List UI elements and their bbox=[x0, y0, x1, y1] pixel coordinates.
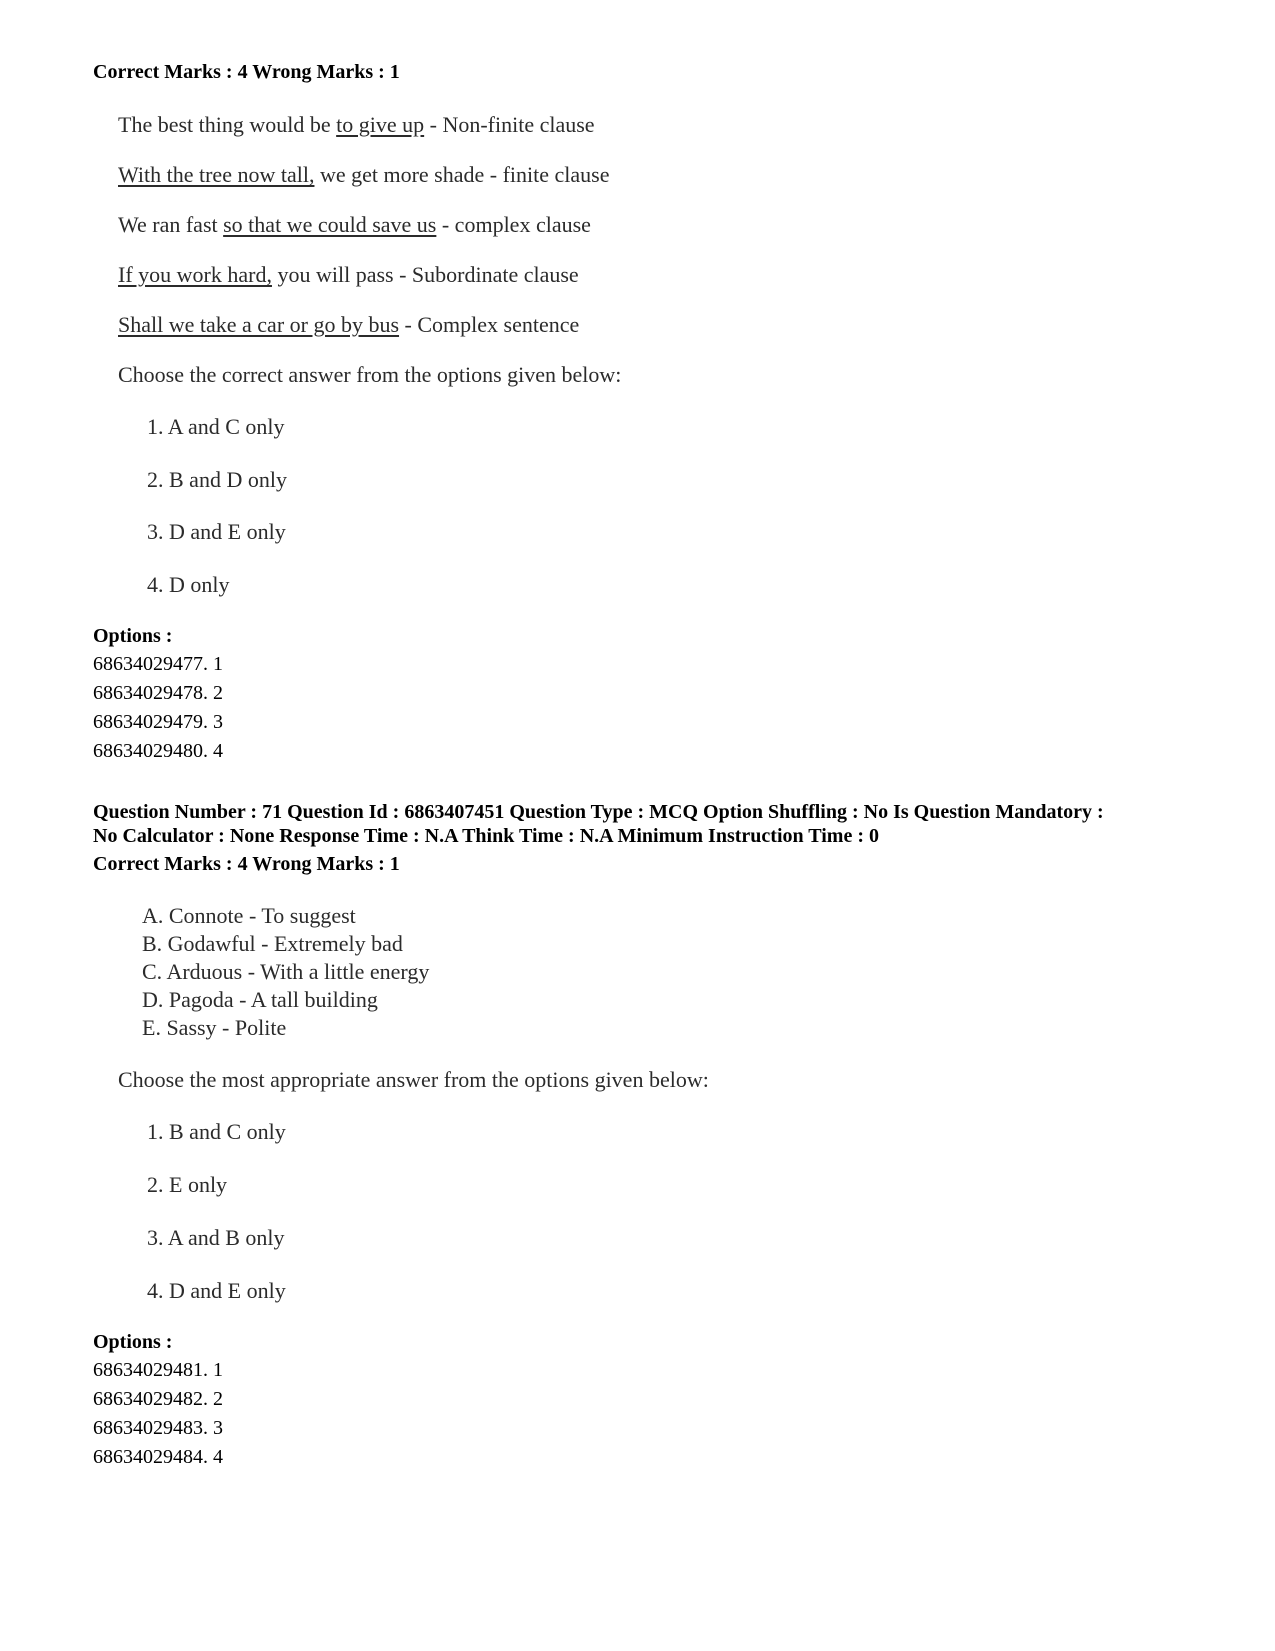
option-id: 68634029484. 4 bbox=[93, 1446, 223, 1468]
statement-a bbox=[118, 112, 595, 138]
option-id: 68634029479. 3 bbox=[93, 711, 223, 733]
options-label: Options : bbox=[93, 1331, 173, 1353]
list-item-d: D. Pagoda - A tall building bbox=[142, 987, 378, 1012]
option-id: 68634029482. 2 bbox=[93, 1388, 223, 1410]
answer-choice-4: 4. D and E only bbox=[147, 1278, 286, 1303]
statement-post: we get more shade - finite clause bbox=[314, 162, 610, 187]
list-item-e: E. Sassy - Polite bbox=[142, 1015, 287, 1040]
statement-post: you will pass - Subordinate clause bbox=[271, 262, 579, 287]
question-header-line-1: Question Number : 71 Question Id : 6863407451 Question Type : MCQ Option Shuffling : No Is Question Mandatory : bbox=[93, 801, 1104, 823]
option-id: 68634029478. 2 bbox=[93, 682, 223, 704]
list-item-c: C. Arduous - With a little energy bbox=[142, 959, 430, 984]
answer-choice-1: 1. A and C only bbox=[147, 414, 285, 439]
statement-e bbox=[118, 312, 579, 338]
option-id: 68634029483. 3 bbox=[93, 1417, 223, 1439]
statement-post: - complex clause bbox=[436, 212, 591, 237]
instruction-text: Choose the most appropriate answer from the options given below: bbox=[118, 1067, 709, 1092]
instruction-text: Choose the correct answer from the options given below: bbox=[118, 362, 622, 387]
statement-pre: We ran fast bbox=[118, 212, 224, 237]
question-header-line-2: No Calculator : None Response Time : N.A Think Time : N.A Minimum Instruction Time : 0 bbox=[93, 825, 879, 847]
marks-line: Correct Marks : 4 Wrong Marks : 1 bbox=[93, 61, 400, 83]
answer-choice-2: 2. B and D only bbox=[147, 467, 287, 492]
option-id: 68634029481. 1 bbox=[93, 1359, 223, 1381]
answer-choice-1: 1. B and C only bbox=[147, 1119, 286, 1144]
marks-line: Correct Marks : 4 Wrong Marks : 1 bbox=[93, 853, 400, 875]
option-id: 68634029480. 4 bbox=[93, 740, 223, 762]
statement-c bbox=[118, 212, 591, 238]
statement-underlined: If you work hard, bbox=[118, 262, 272, 287]
option-id: 68634029477. 1 bbox=[93, 653, 223, 675]
answer-choice-4: 4. D only bbox=[147, 572, 230, 597]
list-item-b: B. Godawful - Extremely bad bbox=[142, 931, 403, 956]
answer-choice-3: 3. A and B only bbox=[147, 1225, 285, 1250]
statement-underlined: to give up bbox=[336, 112, 425, 137]
statement-pre: The best thing would be bbox=[118, 112, 337, 137]
answer-choice-2: 2. E only bbox=[147, 1172, 228, 1197]
statement-d bbox=[118, 262, 579, 288]
answer-choice-3: 3. D and E only bbox=[147, 519, 286, 544]
statement-b bbox=[118, 162, 610, 188]
statement-post: - Non-finite clause bbox=[424, 112, 595, 137]
statement-underlined: so that we could save us bbox=[223, 212, 437, 237]
statement-underlined: With the tree now tall, bbox=[118, 162, 315, 187]
options-label: Options : bbox=[93, 625, 173, 647]
statement-underlined: Shall we take a car or go by bus bbox=[118, 312, 400, 337]
list-item-a: A. Connote - To suggest bbox=[142, 903, 356, 928]
statement-post: - Complex sentence bbox=[399, 312, 580, 337]
